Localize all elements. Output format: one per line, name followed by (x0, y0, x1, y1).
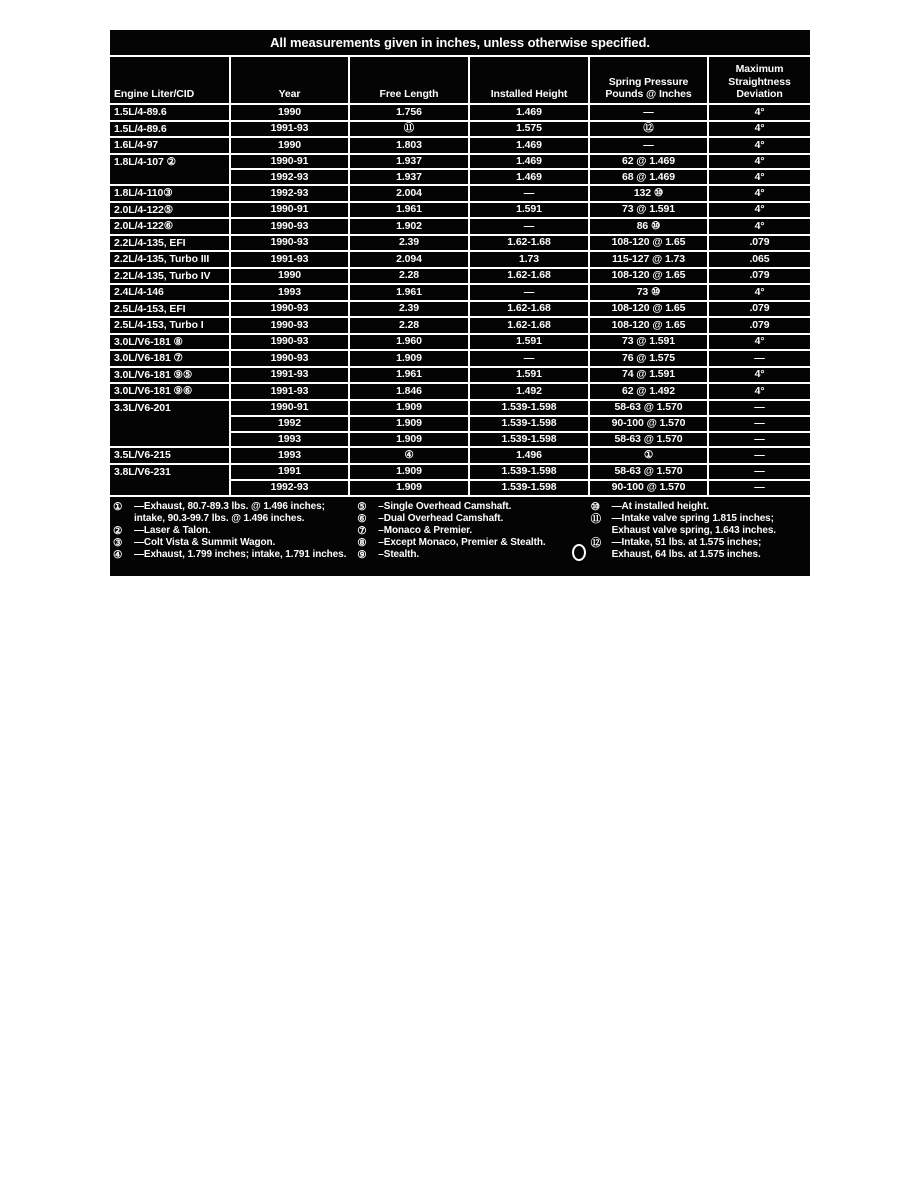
deviation-cell: .079 (708, 317, 810, 334)
installed-height-cell: 1.496 (469, 447, 589, 464)
deviation-cell: 4° (708, 202, 810, 219)
footnote-entry (113, 549, 353, 561)
table-row (110, 185, 810, 202)
engine-cell: 2.4L/4-146 (110, 284, 230, 301)
footnote-marker: ② (113, 524, 123, 537)
installed-height-cell: 1.539-1.598 (469, 464, 589, 480)
spring-pressure-cell: 62 @ 1.469 (589, 154, 708, 170)
footnote-text: —Colt Vista & Summit Wagon. (134, 536, 276, 548)
free-length-cell: 1.909 (349, 416, 469, 432)
deviation-cell: — (708, 432, 810, 448)
footnote-text: –Stealth. (378, 548, 420, 560)
year-cell: 1993 (230, 447, 349, 464)
column-header: Installed Height (469, 57, 589, 104)
engine-cell: 2.0L/4-122⑥ (110, 218, 230, 235)
installed-height-cell: 1.591 (469, 202, 589, 219)
deviation-cell: 4° (708, 104, 810, 121)
year-cell: 1991-93 (230, 121, 349, 138)
spring-pressure-cell: ⑫ (589, 121, 708, 138)
deviation-cell: 4° (708, 367, 810, 384)
engine-cell: 3.5L/V6-215 (110, 447, 230, 464)
footnote-entry (113, 537, 353, 549)
year-cell: 1990 (230, 137, 349, 154)
table-row (110, 251, 810, 268)
engine-cell: 2.0L/4-122⑤ (110, 202, 230, 219)
deviation-cell: 4° (708, 154, 810, 170)
free-length-cell: 2.094 (349, 251, 469, 268)
column-header: Free Length (349, 57, 469, 104)
spring-pressure-cell: 115-127 @ 1.73 (589, 251, 708, 268)
deviation-cell: — (708, 400, 810, 416)
spring-pressure-cell: 108-120 @ 1.65 (589, 317, 708, 334)
table-row (110, 350, 810, 367)
installed-height-cell: 1.62-1.68 (469, 317, 589, 334)
installed-height-cell: — (469, 284, 589, 301)
free-length-cell: 1.961 (349, 284, 469, 301)
table-row (110, 301, 810, 318)
spring-pressure-cell: 73 @ 1.591 (589, 334, 708, 351)
installed-height-cell: — (469, 218, 589, 235)
footnote-marker: ③ (113, 536, 123, 549)
footnote-entry (113, 501, 353, 525)
deviation-cell: .065 (708, 251, 810, 268)
spring-pressure-cell: — (589, 137, 708, 154)
spring-pressure-cell: 58-63 @ 1.570 (589, 432, 708, 448)
spring-pressure-cell: 108-120 @ 1.65 (589, 268, 708, 285)
table-row (110, 137, 810, 154)
free-length-cell: 2.28 (349, 317, 469, 334)
year-cell: 1990-93 (230, 350, 349, 367)
column-header: Maximum Straightness Deviation (708, 57, 810, 104)
footnote-marker: ④ (113, 548, 123, 561)
free-length-cell: 2.004 (349, 185, 469, 202)
table-row (110, 284, 810, 301)
spring-pressure-cell: 74 @ 1.591 (589, 367, 708, 384)
footnote-text: —Exhaust, 1.799 inches; intake, 1.791 inches. (134, 548, 347, 560)
engine-cell: 1.8L/4-107 ② (110, 154, 230, 186)
installed-height-cell: 1.469 (469, 137, 589, 154)
spring-pressure-cell: 73 @ 1.591 (589, 202, 708, 219)
table-row (110, 202, 810, 219)
engine-cell: 2.5L/4-153, Turbo I (110, 317, 230, 334)
deviation-cell: 4° (708, 383, 810, 400)
footnote-marker: ⑦ (357, 524, 367, 537)
engine-cell: 2.2L/4-135, Turbo III (110, 251, 230, 268)
table-body (110, 104, 810, 496)
footnote-text: —At installed height. (611, 500, 709, 512)
year-cell: 1990-93 (230, 235, 349, 252)
footnote-entry (113, 525, 353, 537)
valve-spring-specifications-table (110, 30, 810, 576)
installed-height-cell: 1.73 (469, 251, 589, 268)
table-row (110, 447, 810, 464)
footnote-text: —Exhaust, 80.7-89.3 lbs. @ 1.496 inches; intake, 90.3-99.7 lbs. @ 1.496 inches. (134, 500, 325, 524)
free-length-cell: ⑪ (349, 121, 469, 138)
installed-height-cell: 1.62-1.68 (469, 235, 589, 252)
free-length-cell: 2.28 (349, 268, 469, 285)
installed-height-cell: 1.539-1.598 (469, 432, 589, 448)
deviation-cell: — (708, 416, 810, 432)
deviation-cell: .079 (708, 268, 810, 285)
installed-height-cell: 1.539-1.598 (469, 480, 589, 496)
installed-height-cell: 1.469 (469, 104, 589, 121)
free-length-cell: 1.846 (349, 383, 469, 400)
free-length-cell: 1.909 (349, 464, 469, 480)
footnote-entry (357, 513, 586, 525)
spring-pressure-cell: 108-120 @ 1.65 (589, 301, 708, 318)
free-length-cell: 2.39 (349, 235, 469, 252)
engine-cell: 3.0L/V6-181 ⑨⑤ (110, 367, 230, 384)
table-row (110, 464, 810, 480)
footnote-entry (591, 513, 804, 537)
deviation-cell: — (708, 464, 810, 480)
installed-height-cell: 1.492 (469, 383, 589, 400)
deviation-cell: 4° (708, 334, 810, 351)
spring-pressure-cell: 108-120 @ 1.65 (589, 235, 708, 252)
deviation-cell: 4° (708, 284, 810, 301)
footnote-entry (357, 501, 586, 513)
spring-pressure-cell: 73 ⑩ (589, 284, 708, 301)
spring-pressure-cell: 90-100 @ 1.570 (589, 480, 708, 496)
table-row (110, 317, 810, 334)
spring-pressure-cell: 132 ⑩ (589, 185, 708, 202)
table-row (110, 104, 810, 121)
deviation-cell: 4° (708, 169, 810, 185)
deviation-cell: — (708, 447, 810, 464)
free-length-cell: 1.961 (349, 367, 469, 384)
installed-height-cell: 1.575 (469, 121, 589, 138)
engine-cell: 1.5L/4-89.6 (110, 121, 230, 138)
spring-pressure-cell: 90-100 @ 1.570 (589, 416, 708, 432)
footnote-text: —Laser & Talon. (134, 524, 211, 536)
footnote-marker: ⑧ (357, 536, 367, 549)
footnote-col2 (357, 501, 590, 561)
footnote-col1 (113, 501, 357, 561)
stray-circle-mark (572, 544, 586, 561)
deviation-cell: 4° (708, 218, 810, 235)
spring-pressure-cell: ① (589, 447, 708, 464)
year-cell: 1991 (230, 464, 349, 480)
year-cell: 1990-93 (230, 317, 349, 334)
footnote-marker: ⑩ (590, 500, 600, 513)
spring-pressure-cell: 58-63 @ 1.570 (589, 464, 708, 480)
engine-cell: 2.5L/4-153, EFI (110, 301, 230, 318)
engine-cell: 3.0L/V6-181 ⑨⑥ (110, 383, 230, 400)
table-row (110, 383, 810, 400)
footnote-entry (591, 537, 804, 561)
footnote-text: –Except Monaco, Premier & Stealth. (378, 536, 546, 548)
year-cell: 1992-93 (230, 169, 349, 185)
year-cell: 1990-93 (230, 301, 349, 318)
footnote-marker: ⑥ (357, 512, 367, 525)
free-length-cell: 1.803 (349, 137, 469, 154)
year-cell: 1991-93 (230, 383, 349, 400)
free-length-cell: ④ (349, 447, 469, 464)
footnotes-section (110, 497, 810, 565)
installed-height-cell: 1.539-1.598 (469, 416, 589, 432)
year-cell: 1991-93 (230, 251, 349, 268)
free-length-cell: 1.960 (349, 334, 469, 351)
free-length-cell: 1.909 (349, 432, 469, 448)
installed-height-cell: 1.62-1.68 (469, 301, 589, 318)
table-row (110, 218, 810, 235)
spring-pressure-cell: 76 @ 1.575 (589, 350, 708, 367)
footnote-text: –Monaco & Premier. (378, 524, 473, 536)
engine-cell: 1.5L/4-89.6 (110, 104, 230, 121)
footnote-text: –Single Overhead Camshaft. (378, 500, 512, 512)
spring-pressure-cell: 58-63 @ 1.570 (589, 400, 708, 416)
free-length-cell: 1.756 (349, 104, 469, 121)
deviation-cell: .079 (708, 235, 810, 252)
free-length-cell: 1.909 (349, 480, 469, 496)
deviation-cell: — (708, 350, 810, 367)
year-cell: 1990 (230, 268, 349, 285)
installed-height-cell: 1.62-1.68 (469, 268, 589, 285)
year-cell: 1990-91 (230, 400, 349, 416)
deviation-cell: 4° (708, 185, 810, 202)
year-cell: 1990-91 (230, 154, 349, 170)
free-length-cell: 1.961 (349, 202, 469, 219)
installed-height-cell: — (469, 350, 589, 367)
year-cell: 1990-91 (230, 202, 349, 219)
spring-pressure-cell: 62 @ 1.492 (589, 383, 708, 400)
engine-cell: 3.3L/V6-201 (110, 400, 230, 448)
spec-table (110, 57, 810, 497)
table-title: All measurements given in inches, unless otherwise specified. (110, 30, 810, 57)
year-cell: 1993 (230, 284, 349, 301)
table-row (110, 367, 810, 384)
engine-cell: 3.0L/V6-181 ⑧ (110, 334, 230, 351)
deviation-cell: 4° (708, 137, 810, 154)
table-row (110, 235, 810, 252)
column-header: Spring Pressure Pounds @ Inches (589, 57, 708, 104)
year-cell: 1992 (230, 416, 349, 432)
engine-cell: 2.2L/4-135, Turbo IV (110, 268, 230, 285)
footnote-marker: ① (113, 500, 123, 513)
engine-cell: 2.2L/4-135, EFI (110, 235, 230, 252)
footnote-text: –Dual Overhead Camshaft. (378, 512, 504, 524)
installed-height-cell: 1.539-1.598 (469, 400, 589, 416)
year-cell: 1992-93 (230, 480, 349, 496)
deviation-cell: — (708, 480, 810, 496)
year-cell: 1990-93 (230, 218, 349, 235)
footnote-marker: ⑫ (590, 536, 602, 549)
footnote-entry (591, 501, 804, 513)
table-row (110, 334, 810, 351)
footnote-text: —Intake, 51 lbs. at 1.575 inches; Exhaust, 64 lbs. at 1.575 inches. (611, 536, 762, 560)
spring-pressure-cell: 86 ⑩ (589, 218, 708, 235)
deviation-cell: 4° (708, 121, 810, 138)
footnote-text: —Intake valve spring 1.815 inches; Exhaust valve spring, 1.643 inches. (611, 512, 776, 536)
engine-cell: 1.8L/4-110③ (110, 185, 230, 202)
spring-pressure-cell: — (589, 104, 708, 121)
free-length-cell: 2.39 (349, 301, 469, 318)
footnote-col3 (591, 501, 808, 561)
table-row (110, 121, 810, 138)
engine-cell: 1.6L/4-97 (110, 137, 230, 154)
free-length-cell: 1.937 (349, 154, 469, 170)
footnote-entry (357, 549, 586, 561)
column-header: Engine Liter/CID (110, 57, 230, 104)
year-cell: 1992-93 (230, 185, 349, 202)
free-length-cell: 1.902 (349, 218, 469, 235)
footnote-entry (357, 525, 586, 537)
installed-height-cell: 1.591 (469, 367, 589, 384)
year-cell: 1990-93 (230, 334, 349, 351)
spring-pressure-cell: 68 @ 1.469 (589, 169, 708, 185)
installed-height-cell: 1.469 (469, 169, 589, 185)
engine-cell: 3.0L/V6-181 ⑦ (110, 350, 230, 367)
free-length-cell: 1.909 (349, 400, 469, 416)
engine-cell: 3.8L/V6-231 (110, 464, 230, 496)
footnote-marker: ⑨ (357, 548, 367, 561)
year-cell: 1993 (230, 432, 349, 448)
installed-height-cell: 1.591 (469, 334, 589, 351)
free-length-cell: 1.909 (349, 350, 469, 367)
footnote-marker: ⑪ (590, 512, 602, 525)
column-header: Year (230, 57, 349, 104)
footnote-marker: ⑤ (357, 500, 367, 513)
table-row (110, 154, 810, 170)
table-row (110, 400, 810, 416)
header-row (110, 57, 810, 104)
table-row (110, 268, 810, 285)
installed-height-cell: — (469, 185, 589, 202)
footnote-entry (357, 537, 586, 549)
year-cell: 1991-93 (230, 367, 349, 384)
free-length-cell: 1.937 (349, 169, 469, 185)
installed-height-cell: 1.469 (469, 154, 589, 170)
year-cell: 1990 (230, 104, 349, 121)
deviation-cell: .079 (708, 301, 810, 318)
